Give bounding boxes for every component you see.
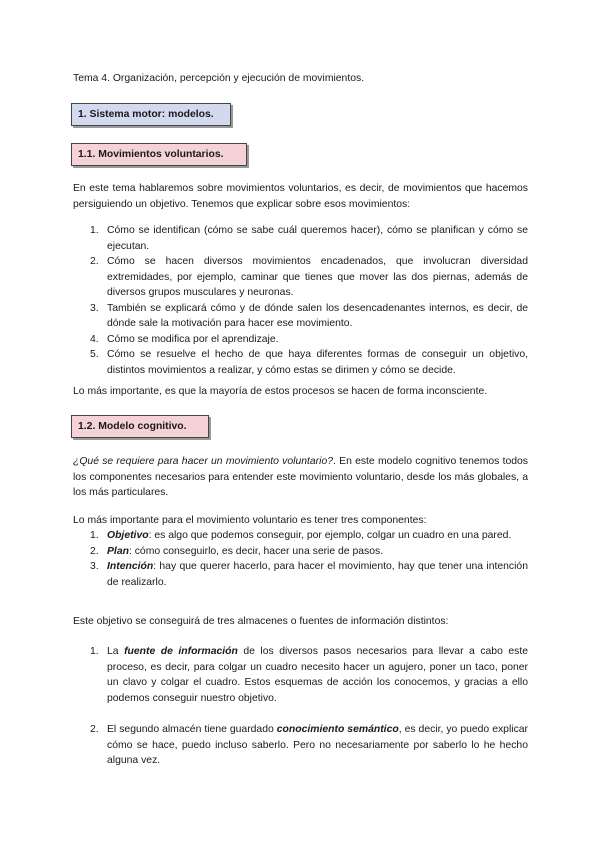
list-item: 2. Cómo se hacen diversos movimientos encadenados, que involucran diversidad extremidades, por ejemplo, caminar que tienes que mover las dos piernas, además de diversos grupos musculares y neuronas. [90,256,528,298]
list-item: 1. Objetivo: es algo que podemos conseguir, por ejemplo, colgar un cuadro en una pared. [90,530,512,541]
list-item: 3. También se explicará cómo y de dónde salen los desencadenantes internos, es decir, de dónde sale la motivación para hacer ese movimiento. [90,302,528,329]
stores-list [90,644,528,769]
section-heading-1-label: 1. Sistema motor: modelos. [78,108,214,120]
important-paragraph: Lo más importante, es que la mayoría de estos procesos se hacen de forma inconsciente. [73,386,488,397]
section-heading-1-2-label: 1.2. Modelo cognitivo. [78,420,187,432]
list-item: 1. La fuente de información de los diversos pasos necesarios para llevar a cabo este proceso, es decir, para colgar un cuadro necesito hacer un agujero, poner un taco, poner un clavo y colgar el cuadro. Estos esquemas de acción los conocemos, y gracias a ello podemos conseguir nuestro objetivo. [90,646,529,704]
list-item: 4. Cómo se modifica por el aprendizaje. [90,333,279,345]
components-paragraph: Lo más importante para el movimiento voluntario es tener tres componentes: [73,515,427,526]
list-item: 1. Cómo se identifican (cómo se sabe cuál queremos hacer), cómo se planifican y cómo se ejecutan. [90,225,528,252]
list-item: 2. El segundo almacén tiene guardado conocimiento semántico, es decir, yo puedo explicar cómo se hace, puedo incluso saberlo. Pero no necesariamente por saberlo lo he hecho alguna vez. [90,724,529,766]
intro-paragraph: En este tema hablaremos sobre movimientos voluntarios, es decir, de movimientos que hacemos persiguiendo un objetivo. Tenemos que explicar sobre esos movimientos: [73,183,528,210]
cognitive-paragraph: ¿Qué se requiere para hacer un movimiento voluntario?. En este modelo cognitivo tenemos todos los componentes necesarios para entender este movimiento voluntario, desde los más globales, a los más particulares. [73,456,528,498]
cognitive-question: ¿Qué se requiere para hacer un movimiento voluntario? [73,456,334,467]
section-heading-1-1 [71,143,247,166]
explain-list [90,223,528,378]
list-item: 2. Plan: cómo conseguirlo, es decir, hacer una serie de pasos. [90,545,384,557]
list-item: 3. Intención: hay que querer hacerlo, para hacer el movimiento, hay que tener una intención de realizarlo. [90,561,528,588]
section-heading-1-2 [71,415,209,438]
components-list [90,528,528,590]
section-heading-1 [71,103,231,126]
document-title: Tema 4. Organización, percepción y ejecución de movimientos. [73,73,365,84]
list-item: 5. Cómo se resuelve el hecho de que haya diferentes formas de conseguir un objetivo, distintos movimientos a realizar, y cómo estas se dirimen y cómo se decide. [90,349,528,376]
section-heading-1-1-label: 1.1. Movimientos voluntarios. [78,148,224,160]
stores-paragraph: Este objetivo se conseguirá de tres almacenes o fuentes de información distintos: [73,616,449,627]
